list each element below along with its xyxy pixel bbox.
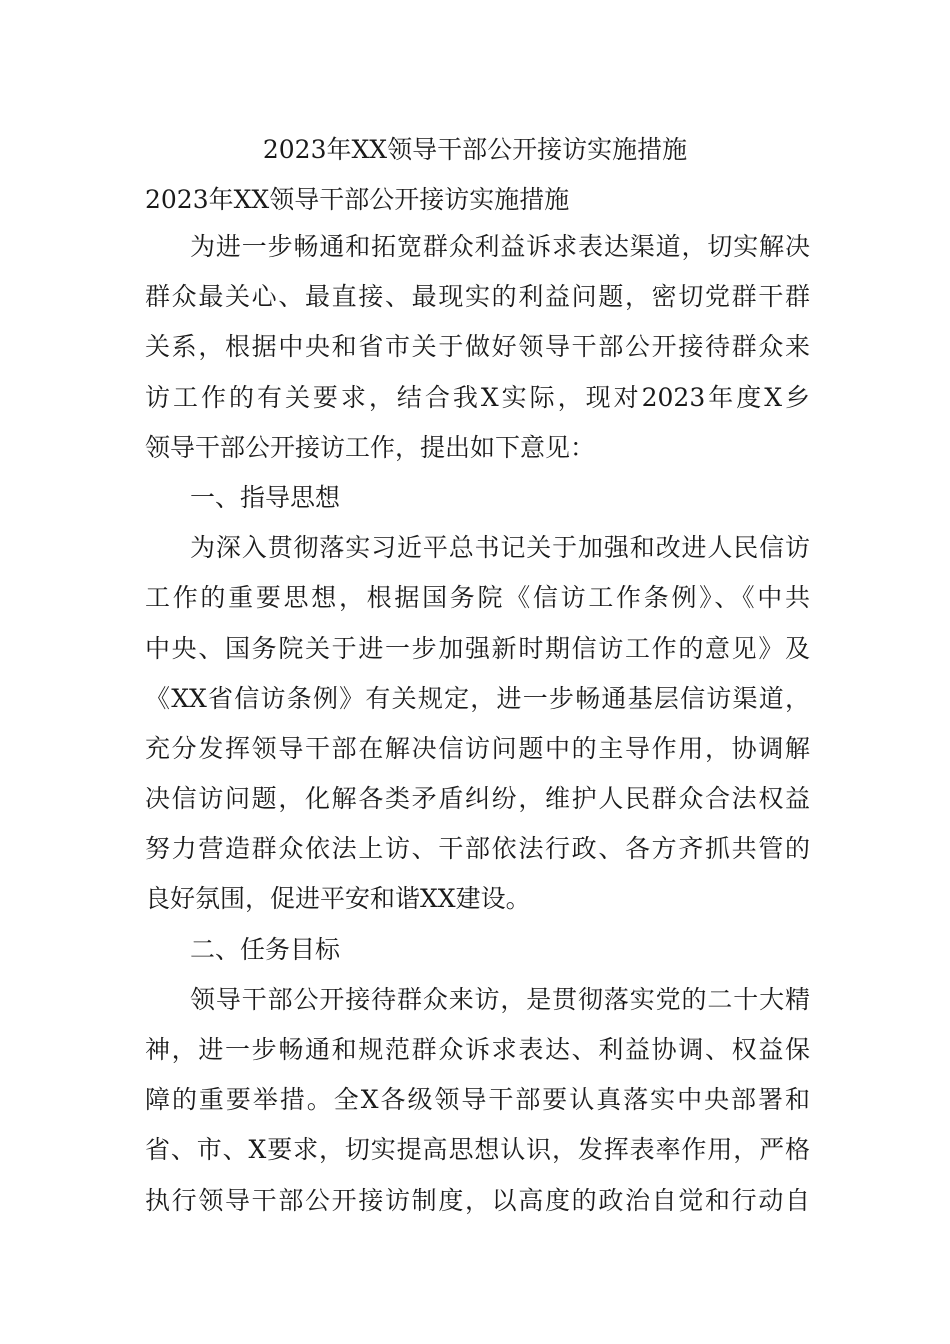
text-line: 访工作的有关要求，结合我X实际，现对2023年度X乡 [145, 382, 810, 412]
text-line: 中央、国务院关于进一步加强新时期信访工作的意见》及 [145, 633, 810, 663]
document-title: 2023年XX领导干部公开接访实施措施 [262, 135, 688, 164]
text-line: 《XX省信访条例》有关规定，进一步畅通基层信访渠道， [145, 683, 810, 713]
section-heading-task-goals [145, 925, 810, 975]
text-line: 执行领导干部公开接访制度，以高度的政治自觉和行动自 [145, 1185, 810, 1215]
section-heading: 一、指导思想 [190, 482, 341, 512]
text-line: 努力营造群众依法上访、干部依法行政、各方齐抓共管的 [145, 834, 810, 864]
text-line: 群众最关心、最直接、最现实的利益问题，密切党群干群 [145, 282, 810, 312]
paragraph-task-goals [145, 975, 810, 1226]
paragraph-intro [145, 222, 810, 473]
text-line: 领导干部公开接待群众来访，是贯彻落实党的二十大精 [190, 984, 810, 1014]
text-line: 关系，根据中央和省市关于做好领导干部公开接待群众来 [145, 332, 810, 362]
text-line: 为深入贯彻落实习近平总书记关于加强和改进人民信访 [190, 533, 810, 563]
document-subtitle: 2023年XX领导干部公开接访实施措施 [145, 185, 570, 214]
text-line: 领导干部公开接访工作，提出如下意见： [145, 432, 596, 462]
text-line: 工作的重要思想，根据国务院《信访工作条例》、《中共 [145, 583, 810, 613]
text-line: 充分发挥领导干部在解决信访问题中的主导作用，协调解 [145, 733, 810, 763]
text-line: 决信访问题，化解各类矛盾纠纷，维护人民群众合法权益 [145, 784, 810, 814]
section-heading-guiding-ideology [145, 473, 810, 523]
text-line: 良好氛围，促进平安和谐XX建设。 [145, 884, 531, 914]
text-line: 为进一步畅通和拓宽群众利益诉求表达渠道，切实解决 [190, 232, 810, 261]
section-heading: 二、任务目标 [190, 934, 341, 964]
text-line: 障的重要举措。全X各级领导干部要认真落实中央部署和 [145, 1085, 810, 1115]
text-line: 省、市、X要求，切实提高思想认识，发挥表率作用，严格 [145, 1135, 810, 1165]
paragraph-guiding-ideology [145, 523, 810, 925]
text-line: 神，进一步畅通和规范群众诉求表达、利益协调、权益保 [145, 1035, 810, 1064]
document-body [145, 222, 810, 1226]
